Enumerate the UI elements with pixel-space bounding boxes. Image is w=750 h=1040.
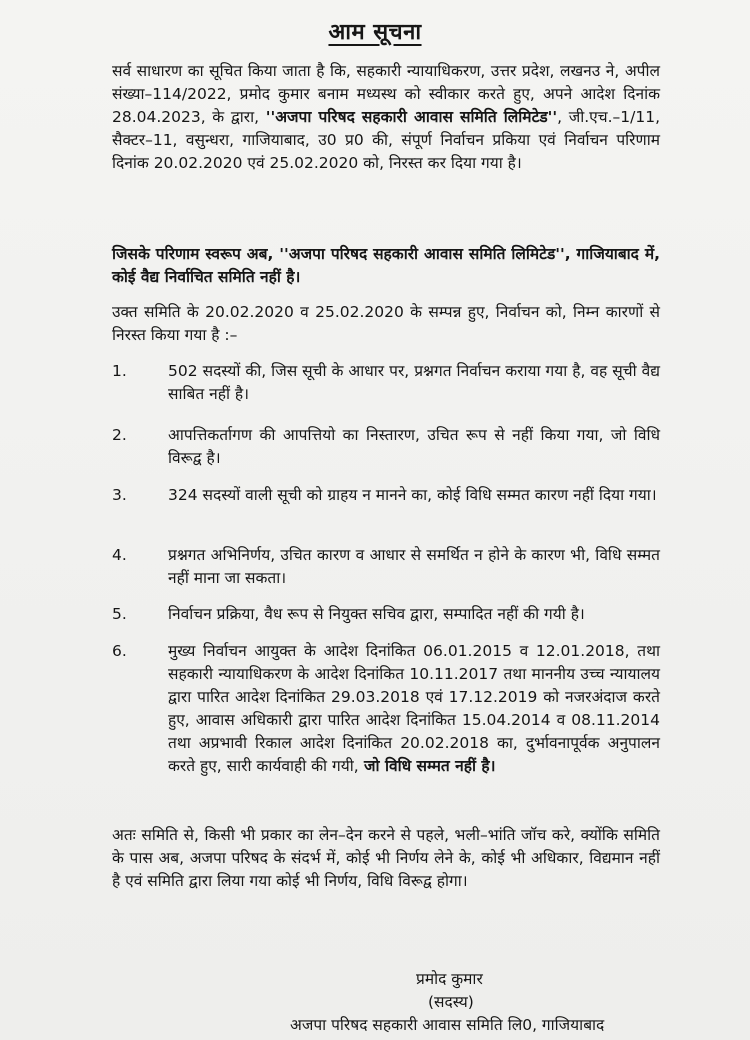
item-text: आपत्तिकर्तागण की आपत्तियो का निस्तारण, उचित रूप से नहीं किया गया, जो विधि विरूद्व है।: [168, 426, 660, 467]
signatory-role: (सदस्य): [428, 993, 474, 1011]
intro-text-2: , जी.एच.–1/11, सैक्टर–11, वसुन्धरा, गाजियाबाद, उ0 प्र0 की, संपूर्ण निर्वाचन प्रकिया एवं निर्वाचन परिणाम दिनांक 20.02.2020 एवं 25.02.2020 को, निरस्त कर दिया गया है।: [112, 108, 661, 172]
result-statement: जिसके परिणाम स्वरूप अब, ''अजपा परिषद सहकारी आवास समिति लिमिटेड'', गाजियाबाद में, कोई वैद्य निर्वाचित समिति नहीं है।: [112, 245, 660, 286]
intro-paragraph: [112, 60, 660, 175]
item-number: 1.: [112, 362, 127, 380]
notice-title: आम सूचना: [328, 20, 422, 45]
signatory-name: प्रमोद कुमार: [416, 970, 483, 988]
item-number: 5.: [112, 605, 127, 623]
item-text-body: मुख्य निर्वाचन आयुक्त के आदेश दिनांकित 06.01.2015 व 12.01.2018, तथा सहकारी न्यायाधिकरण के आदेश दिनांकित 10.11.2017 तथा माननीय उच्च न्यायालय द्वारा पारित आदेश दिनांकित 29.03.2018 एवं 17.12.2019 को नजरअंदाज करते हुए, आवास अधिकारी द्वारा पारित आदेश दिनांकित 15.04.2014 व 08.11.2014 तथा अप्रभावी रिकाल आदेश दिनांकित 20.02.2018 का, दुर्भावनापूर्वक अनुपालन करते हुए, सारी कार्यवाही की गयी,: [168, 642, 660, 775]
intro-text-1: सर्व साधारण का सूचित किया जाता है कि, सहकारी न्यायाधिकरण, उत्तर प्रदेश, लखनउ ने, अपील संख्या–114/2022, प्रमोद कुमार बनाम मध्यस्थ को स्वीकार करते हुए, अपने आदेश दिनांक 28.04.2023, के द्वारा,: [112, 62, 660, 126]
item-text: निर्वाचन प्रक्रिया, वैध रूप से नियुक्त सचिव द्वारा, सम्पादित नहीं की गयी है।: [168, 605, 585, 623]
item-number: 2.: [112, 426, 127, 444]
item-text: 324 सदस्यों वाली सूची को ग्राहय न मानने का, कोई विधि सम्मत कारण नहीं दिया गया।: [168, 486, 657, 504]
item-text: प्रश्नगत अभिनिर्णय, उचित कारण व आधार से समर्थित न होने के कारण भी, विधि सम्मत नहीं माना जा सकता।: [168, 546, 660, 587]
item-number: 6.: [112, 642, 127, 660]
reasons-intro: उक्त समिति के 20.02.2020 व 25.02.2020 के सम्पन्न हुए, निर्वाचन को, निम्न कारणों से निरस्त किया गया है :–: [112, 303, 660, 344]
item-number: 3.: [112, 486, 127, 504]
society-name: ''अजपा परिषद सहकारी आवास समिति लिमिटेड'': [265, 108, 558, 126]
item-text: 502 सदस्यों की, जिस सूची के आधार पर, प्रश्नगत निर्वाचन कराया गया है, वह सूची वैद्य साबित नहीं है।: [168, 362, 660, 403]
item-number: 4.: [112, 546, 127, 564]
item-text: [168, 640, 660, 778]
signatory-organization: अजपा परिषद सहकारी आवास समिति लि0, गाजियाबाद: [290, 1016, 605, 1034]
conclusion-paragraph: अतः समिति से, किसी भी प्रकार का लेन–देन करने से पहले, भली–भांति जॉच करे, क्योंकि समिति के पास अब, अजपा परिषद के संदर्भ में, कोई भी निर्णय लेने के, कोई भी अधिकार, विद्यमान नहीं है एवं समिति द्वारा लिया गया कोई भी निर्णय, विधि विरूद्व होगा।: [112, 826, 660, 890]
item-text-emphasis: जो विधि सम्मत नहीं है।: [358, 757, 496, 775]
